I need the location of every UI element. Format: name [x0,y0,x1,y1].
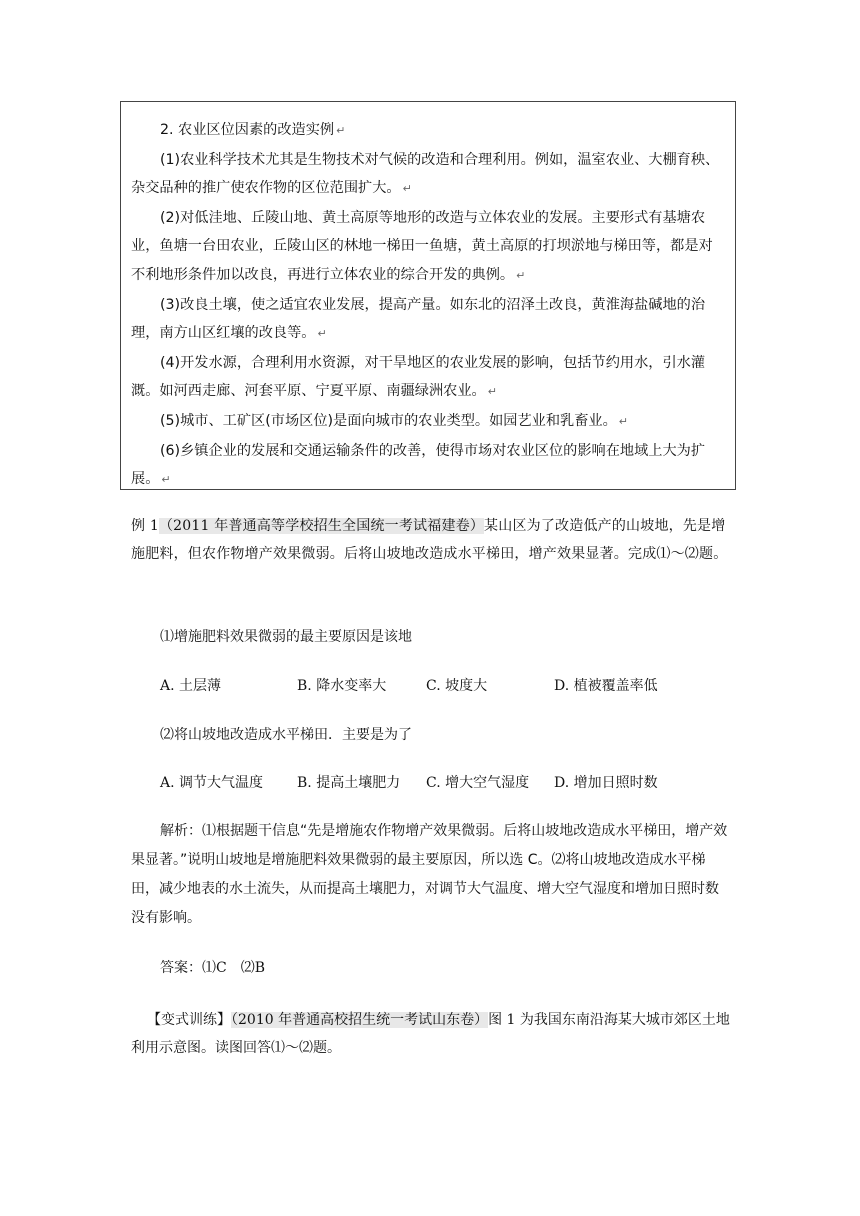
analysis: 解析：⑴根据题干信息“先是增施农作物增产效果微弱。后将山坡地改造成水平梯田，增产效果显著。”说明山坡地是增施肥料效果微弱的最主要原因，所以选 C。⑵将山坡地改造成水平梯田，减少地表的水土流失，从而提高土壤肥力，对调节大气温度、增大空气湿度和增加日照时数没有影响。 [131,823,728,926]
example-1 [131,512,731,568]
question-2-stem: ⑵将山坡地改造成水平梯田．主要是为了 [160,727,412,743]
variant-text: 图 1 为我国东南沿海某大城市郊区土地利用示意图。读图回答⑴～⑵题。 [131,1012,730,1056]
question-1-stem: ⑴增施肥料效果微弱的最主要原因是该地 [160,629,412,645]
box-item-6: (6)乡镇企业的发展和交通运输条件的改善，使得市场对农业区位的影响在地域上大为扩展。 ↵ [131,442,706,488]
answer: 答案：⑴C ⑵B [160,960,265,976]
q1-option-c: C. 坡度大 [426,678,488,694]
box-item-3: (3)改良土壤，使之适宜农业发展，提高产量。如东北的沼泽土改良，黄淮海盐碱地的治理，南方山区红壤的改良等。 ↵ [131,296,706,342]
question-1-options [160,675,740,699]
example-source: （2011 年普通高等学校招生全国统一考试福建卷） [158,518,485,534]
variant-label: 【变式训练】 [147,1012,231,1028]
knowledge-box [120,101,736,490]
q2-option-d: D. 增加日照时数 [554,775,658,791]
box-item-4: (4)开发水源，合理利用水资源，对干旱地区的农业发展的影响，包括节约用水，引水灌溉。如河西走廊、河套平原、宁夏平原、南疆绿洲农业。 ↵ [131,354,706,400]
q2-option-b: B. 提高土壤肥力 [297,775,401,791]
variant-source: （2010 年普通高校招生统一考试山东卷） [231,1012,489,1028]
q1-option-a: A. 土层薄 [160,678,222,694]
box-title: 2. 农业区位因素的改造实例 ↵ [160,122,346,138]
q1-option-d: D. 植被覆盖率低 [554,678,658,694]
example-label: 例 1 [131,518,159,534]
variant-training [131,1006,731,1062]
q2-option-c: C. 增大空气湿度 [426,775,530,791]
q2-option-a: A. 调节大气温度 [160,775,264,791]
box-item-5: (5)城市、工矿区(市场区位)是面向城市的农业类型。如园艺业和乳畜业。 ↵ [160,412,629,429]
box-item-1: (1)农业科学技术尤其是生物技术对气候的改造和合理利用。例如，温室农业、大棚育秧、杂交品种的推广使农作物的区位范围扩大。 ↵ [131,151,720,197]
example-text: 某山区为了改造低产的山坡地，先是增施肥料，但农作物增产效果微弱。后将山坡地改造成水平梯田，增产效果显著。完成⑴～⑵题。 [131,518,728,562]
q1-option-b: B. 降水变率大 [297,678,387,694]
box-item-2: (2)对低洼地、丘陵山地、黄土高原等地形的改造与立体农业的发展。主要形式有基塘农业，鱼塘一台田农业，丘陵山区的林地一梯田一鱼塘，黄土高原的打坝淤地与梯田等，都是对不利地形条件加以改良，再进行立体农业的综合开发的典例。 ↵ [131,209,713,283]
question-2-options [160,772,740,796]
